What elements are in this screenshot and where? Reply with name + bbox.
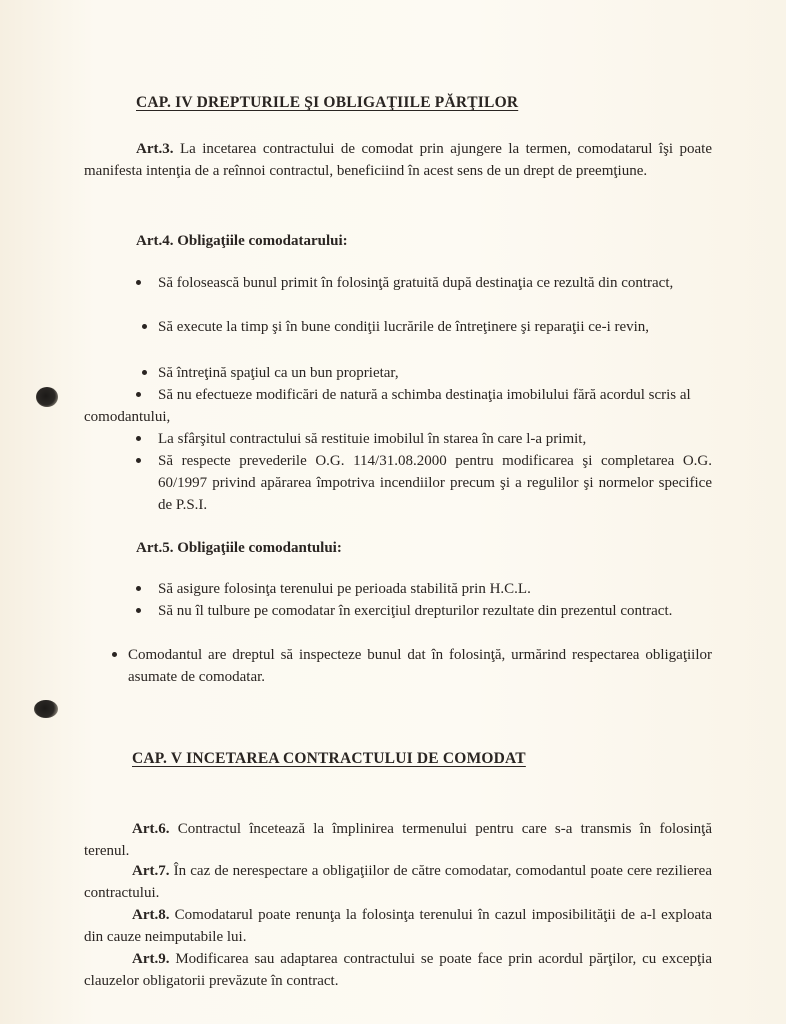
chapter-5-heading: CAP. V INCETAREA CONTRACTULUI DE COMODAT	[132, 750, 526, 767]
art-9-text: Modificarea sau adaptarea contractului se poate face prin acordul părţilor, cu excepţia clauzelor obligatorii prevăzute în contract.	[84, 951, 713, 989]
art-7-text: În caz de nerespectare a obligaţiilor de către comodatar, comodantul poate cere rezilierea contractului.	[84, 863, 712, 901]
art-5-bullet-3	[84, 644, 712, 688]
bullet-dot	[136, 280, 141, 285]
bullet-text: Să nu îl tulbure pe comodatar în exerciţiul drepturilor rezultate din prezentul contract.	[158, 603, 673, 619]
bullet-text: Să folosească bunul primit în folosinţă gratuită după destinaţia ce rezultă din contract,	[158, 275, 674, 291]
art-4-bullet-1	[84, 272, 712, 294]
art-4-bullet-6	[84, 450, 712, 516]
art-3-label: Art.3.	[136, 141, 174, 157]
bullet-dot	[142, 370, 147, 375]
bullet-text: Să asigure folosinţa terenului pe perioada stabilită prin H.C.L.	[158, 581, 531, 597]
art-5-bullet-2	[84, 600, 712, 622]
chapter-4-heading: CAP. IV DREPTURILE ŞI OBLIGAŢIILE PĂRŢILOR	[136, 94, 519, 111]
bullet-dot	[136, 392, 141, 397]
bullet-text: La sfârşitul contractului să restituie imobilul în starea în care l-a primit,	[158, 431, 587, 447]
art-9-paragraph	[84, 948, 712, 992]
bullet-text: Să întreţină spaţiul ca un bun proprietar,	[158, 365, 399, 381]
art-4-title: Art.4. Obligaţiile comodatarului:	[136, 233, 348, 249]
art-5-title: Art.5. Obligaţiile comodantului:	[136, 540, 342, 556]
art-8-label: Art.8.	[132, 907, 170, 923]
punch-hole	[34, 700, 58, 718]
bullet-text: Să execute la timp şi în bune condiţii lucrările de întreţinere şi reparaţii ce-i revin,	[158, 319, 650, 335]
art-7-label: Art.7.	[132, 863, 170, 879]
art-8-text: Comodatarul poate renunţa la folosinţa terenului în cazul imposibilităţii de a-l exploata din cauze neimputabile lui.	[84, 907, 712, 945]
art-5-bullet-1	[84, 578, 712, 600]
bullet-dot	[136, 608, 141, 613]
art-4-bullet-3	[84, 362, 712, 384]
art-6-paragraph	[84, 818, 712, 862]
art-8-paragraph	[84, 904, 712, 948]
bullet-dot	[142, 324, 147, 329]
bullet-dot	[112, 652, 117, 657]
art-4-bullet-5	[84, 428, 712, 450]
art-6-label: Art.6.	[132, 821, 170, 837]
art-4-bullet-4	[84, 384, 712, 428]
bullet-text: Să nu efectueze modificări de natură a schimba destinaţia imobilului fără acordul scris al comodantului,	[84, 387, 691, 425]
art-3-text: La incetarea contractului de comodat prin ajungere la termen, comodatarul îşi poate manifesta intenţia de a reînnoi contractul, beneficiind în acest sens de un drept de preemţiune.	[84, 141, 713, 179]
bullet-dot	[136, 458, 141, 463]
art-6-text: Contractul încetează la împlinirea termenului pentru care s-a transmis în folosinţă terenul.	[84, 821, 712, 859]
art-7-paragraph	[84, 860, 712, 904]
bullet-dot	[136, 586, 141, 591]
art-3-paragraph	[84, 138, 712, 182]
bullet-text: Comodantul are dreptul să inspecteze bunul dat în folosinţă, urmărind respectarea obligaţiilor asumate de comodatar.	[128, 647, 712, 685]
art-9-label: Art.9.	[132, 951, 170, 967]
punch-hole	[36, 387, 58, 407]
bullet-text: Să respecte prevederile O.G. 114/31.08.2000 pentru modificarea şi completarea O.G. 60/1997 privind apărarea împotriva incendiilor precum şi a regulilor şi normelor specifice de P.S.I.	[158, 453, 712, 513]
bullet-dot	[136, 436, 141, 441]
art-4-bullet-2	[84, 316, 712, 338]
